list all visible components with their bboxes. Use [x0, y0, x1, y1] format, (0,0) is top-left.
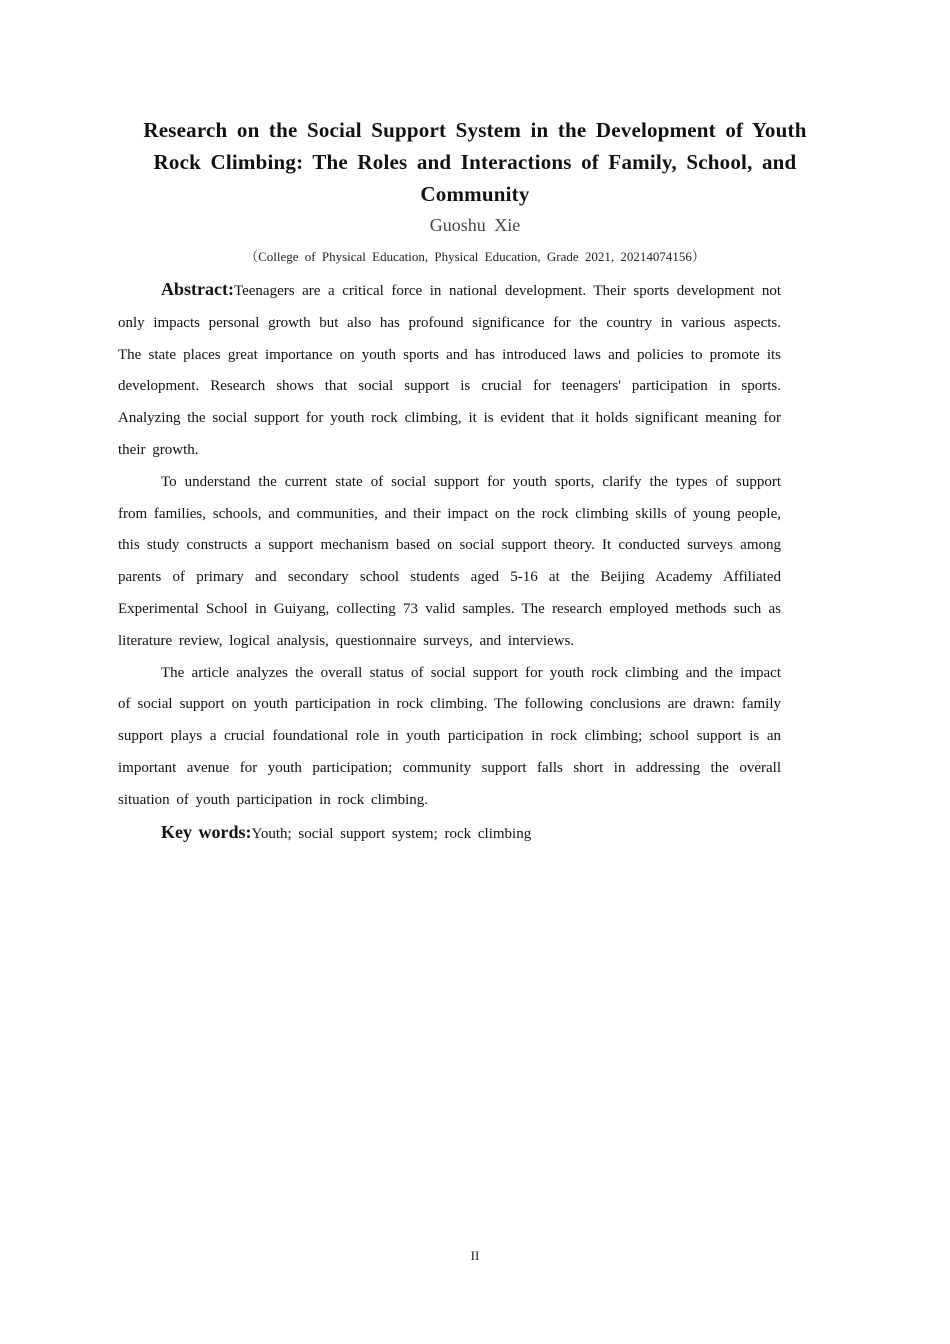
paper-title: Research on the Social Support System in the Development of Youth Rock Climbing: The Roles and Interactions of Family, School, and Community	[143, 118, 807, 206]
abstract-paragraph-1	[118, 274, 781, 467]
author-name: Guoshu Xie	[429, 215, 521, 235]
page-number: II	[470, 1248, 480, 1263]
abstract-paragraph-3: The article analyzes the overall status of social support for youth rock climbing and the impact of social support on youth participation in rock climbing. The following conclusions are drawn: family support plays a crucial foundational role in youth participation in rock climbing; school support is an important avenue for youth participation; community support falls short in addressing the overall situation of youth participation in rock climbing.	[118, 664, 781, 808]
keywords-label: Key words:	[161, 821, 252, 842]
keywords-line	[118, 817, 781, 851]
abstract-paragraph-2: To understand the current state of social support for youth sports, clarify the types of support from families, schools, and communities, and their impact on the rock climbing skills of young people, this study constructs a support mechanism based on social support theory. It conducted surveys among parents of primary and secondary school students aged 5-16 at the Beijing Academy Affiliated Experimental School in Guiyang, collecting 73 valid samples. The research employed methods such as literature review, logical analysis, questionnaire surveys, and interviews.	[118, 473, 781, 649]
abstract-section	[118, 274, 781, 850]
keywords-text: Youth; social support system; rock climbing	[251, 825, 532, 842]
abstract-paragraph-1-text: Teenagers are a critical force in national development. Their sports development not only impacts personal growth but also has profound significance for the country in various aspects. The state places great importance on youth sports and has introduced laws and policies to promote its development. Research shows that social support is crucial for teenagers' participation in sports. Analyzing the social support for youth rock climbing, it is evident that it holds significant meaning for their growth.	[118, 283, 781, 458]
abstract-label: Abstract:	[161, 279, 234, 299]
author-affiliation: （College of Physical Education, Physical Education, Grade 2021, 20214074156）	[245, 249, 705, 264]
